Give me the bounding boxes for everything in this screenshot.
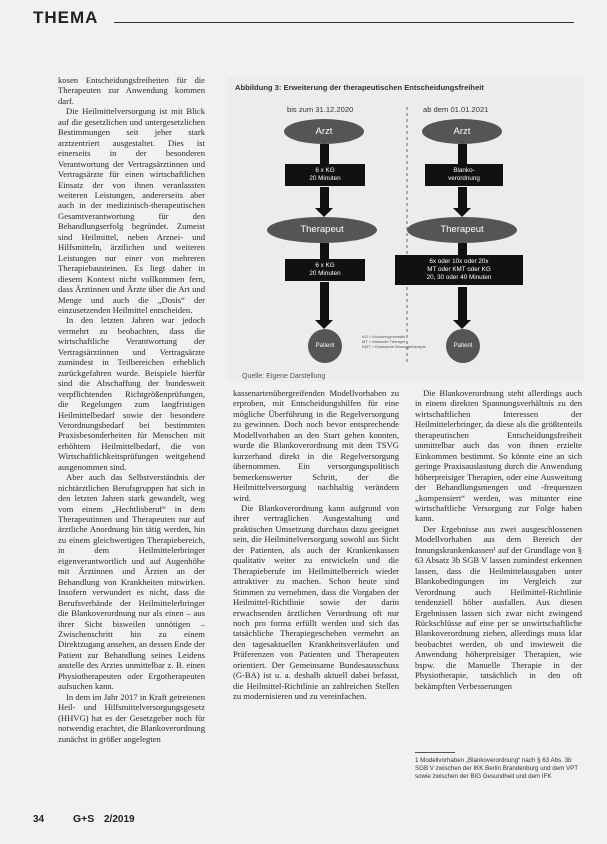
left-box-2: 6 x KG 20 Minuten — [285, 259, 365, 281]
paragraph: kosen Entscheidungsfreiheiten für die Therapeuten zur Anwendung kommen darf. — [58, 75, 205, 106]
arrow-line — [320, 144, 329, 164]
divider-line — [405, 107, 409, 362]
figure-source: Quelle: Eigene Darstellung — [242, 373, 326, 380]
period-right: ab dem 01.01.2021 — [423, 105, 489, 114]
arrowhead — [315, 208, 333, 217]
arrowhead — [453, 320, 471, 329]
paragraph: In den letzten Jahren war jedoch vermehrt zu beobachten, dass die wirtschaftliche Verantwortung der Vertragsärztinnen und Vertragsärzte zumindest in Teilbereichen erheblich zurückgefahren wurde. Beispiele hierfür sind die Abschaffung der bundesweit verpflichtenden Richtgrößenprüfungen, die Regelungen zum langfristigen Heilmittelbedarf sowie der besondere Verordnungsbedarf bei bestimmten Praxisbesonderheiten für Menschen mit erhöhtem Heilmittelbedarf, die von Wirtschaftlichkeitsprüfungen weitgehend ausgenommen sind. — [58, 315, 205, 472]
therapeut-node-right: Therapeut — [407, 217, 517, 243]
text-column-3 — [415, 388, 582, 691]
text-column-1 — [58, 75, 205, 744]
right-box-2: 6x oder 10x oder 20x MT oder KMT oder KG 20, 30 oder 40 Minuten — [395, 255, 523, 285]
arrow-line — [458, 243, 467, 255]
paragraph: Aber auch das Selbstverständnis der nichtärztlichen Berufsgruppen hat sich in den letzten Jahren stark gewandelt, weg vom einem „Hechtlisberuf“ in dem Therapeutinnen und Therapeuten nur auf ärztliche Anordnung hin tätig werden, hin zu einem gleichwertigen Therapiebereich, in dem Heilmittelerbringer eigenverantwortlich und auf Augenhöhe mit Ärztinnen und Ärzten an der Behandlung von Krankheiten mitwirken. Insofern verwundert es nicht, dass die Berufsverbände der Heilmittelerbringer die Blankoverordnung nur als einen – aus ihrer Sicht bisweilen unnötigen – Zwischenschritt hin zu einem Direktzugang ansehen, an dessen Ende der Patient zur Behandlung seines Leidens anstelle des Arztes unmittelbar z. B. einen Physiotherapeuten oder Ergotherapeuten aufsuchen kann. — [58, 472, 205, 692]
paragraph: kassenartenübergreifenden Modellvorhaben zu erproben, mit Entscheidungshilfen für eine mögliche Überführung in die Regelversorgung zu gewinnen. Doch noch bevor entsprechende Modellvorhaben an den Start gehen konnten, wurde die Blankoverordnung mit dem TSVG kurzerhand direkt in die Regelversorgung übernommen. Ein versorgungspolitisch bemerkenswerter Schritt, der die Heilmittelversorgung nachhaltig verändern wird. — [233, 388, 399, 503]
right-box-1: Blanko- verordnung — [425, 164, 503, 186]
section-title: THEMA — [33, 8, 99, 27]
patient-node-right: Patient — [446, 329, 480, 363]
header-rule — [114, 22, 574, 23]
footnote: 1 Modellvorhaben „Blankoverordnung“ nach § 63 Abs. 3b SGB V zwischen der IKK Berlin Brandenburg und dem VPT sowie zwischen der BIG Gesundheit und dem IFK — [415, 757, 578, 780]
paragraph: Der Ergebnisse aus zwei ausgeschlossenen Modellvorhaben aus dem Bereich der Innungskrankenkassen¹ auf der Grundlage von § 63 Absatz 3b SGB V lassen zumindest erkennen lassen, dass die Heilmittelausgaben unter Blankobedingungen im Vergleich zur Verordnung auch Heilmittel-Richtlinie tendenziell höher ausfallen. Aus diesen Ergebnissen lassen sich zwar nicht zwingend Rückschlüsse auf eine per se unwirtschaftliche Blankoverordnung ziehen, allerdings muss klar beobachtet werden, ob und inwieweit die Anwendung höherpreisiger Therapien, wie bspw. die Manuelle Therapie in der Physiotherapie, tatsächlich in den oft bekämpften Verbesserungen — [415, 523, 583, 691]
patient-node-left: Patient — [308, 329, 342, 363]
figure-legend: KG = Krankengymnastik MT = Manuelle Therapie KMT = Klassische Massagetherapie — [362, 334, 426, 349]
arrow-line — [458, 187, 467, 210]
page-number: 34 — [33, 814, 45, 825]
arzt-node-right: Arzt — [422, 119, 502, 144]
arrow-line — [458, 144, 467, 164]
arrow-line — [458, 287, 467, 322]
arzt-node-left: Arzt — [284, 119, 364, 144]
therapeut-node-left: Therapeut — [267, 217, 377, 243]
arrowhead — [315, 320, 333, 329]
period-left: bis zum 31.12.2020 — [287, 105, 354, 114]
arrow-line — [320, 187, 329, 210]
issue-number: 2/2019 — [104, 814, 135, 825]
arrow-line — [320, 282, 329, 322]
arrow-line — [320, 243, 329, 259]
figure-title: Abbildung 3: Erweiterung der therapeutischen Entscheidungsfreiheit — [235, 83, 484, 92]
left-box-1: 6 x KG 20 Minuten — [285, 164, 365, 186]
paragraph: In dem im Jahr 2017 in Kraft getretenen Heil- und Hilfsmittelversorgungsgesetz (HHVG) hat es der Gesetzgeber noch für notwendig erachtet, die Blankoverordnung zunächst in größer angelegten — [58, 691, 206, 744]
arrowhead — [453, 208, 471, 217]
footnote-rule — [415, 752, 455, 753]
paragraph: Die Blankoverordnung steht allerdings auch in einem direkten Spannungsverhältnis zu den wirtschaftlichen Interessen der Heilmittelerbringer, da diese als die größtenteils therapeutischen Entscheidungsfreiheit unmittelbar auch das von ihnen erzielte Einkommen bestimmt. So könnte eine an sich geringe Praxisauslastung durch die Anwendung höherpreisiger Therapien, oder eine Ausweitung der Behandlungsmengen und -frequenzen „kompensiert“ werden, was mitunter eine wirtschaftliche Versorgung zur Folge haben kann. — [415, 388, 582, 524]
journal-logo: G+S — [73, 813, 95, 825]
paragraph: Die Blankoverordnung kann aufgrund von ihrer vertraglichen Ausgestaltung und praktischen Umsetzung durchaus dazu geeignet sein, die Heilmittelversorgung sowohl aus Sicht der Patienten, als auch der Krankenkassen qualitativ weiter zu entwickeln und die Therapieberufe im Heilmittelbereich wieder attraktiver zu machen. Schon heute sind Stimmen zu vernehmen, dass die Vorgaben der Heilmittel-Richtlinie sowie der darin erwachsenden ärztlichen Verordnung oft nur noch pro forma erfüllt werden und sich das tatsächliche Therapiegeschehen vermehrt an den tagesaktuellen Krankheitsverläufen und Präferenzen von Patienten und Therapeuten orientiert. Der Gemeinsame Bundesausschuss (G-BA) ist u. a. deshalb aktuell dabei befasst, die Heilmittel-Richtlinie an zahlreichen Stellen zu modernisieren und zu vereinfachen. — [233, 502, 399, 702]
paragraph: Die Heilmittelversorgung ist mit Blick auf die gesetzlichen und untergesetzlichen Bestimmungen seit jeher stark arztzentriert ausgestaltet. Dies ist einerseits in der besonderen Verantwortung der Vertragsärztinnen und Vertragsärzte für einen wirtschaftlichen Einsatz der von ihnen veranlassten weiteren Leistungen, andererseits aber auch in der medizinisch-therapeutischen Gesamtverantwortung für den Behandlungserfolg begründet. Zumeist sind Heilmittel, neben Arznei- und Hilfsmitteln, ärztlichen und weiteren Leistungen nur einer von mehreren Therapiebausteinen. Es liegt daher in diesem Kontext nicht vollkommen fern, dass Ärztinnen und Ärzte über die Art und Menge und auch die „Dosis“ der einzusetzenden Heilmittel entscheiden. — [58, 106, 205, 315]
text-column-2 — [233, 388, 399, 702]
figure — [227, 77, 584, 382]
